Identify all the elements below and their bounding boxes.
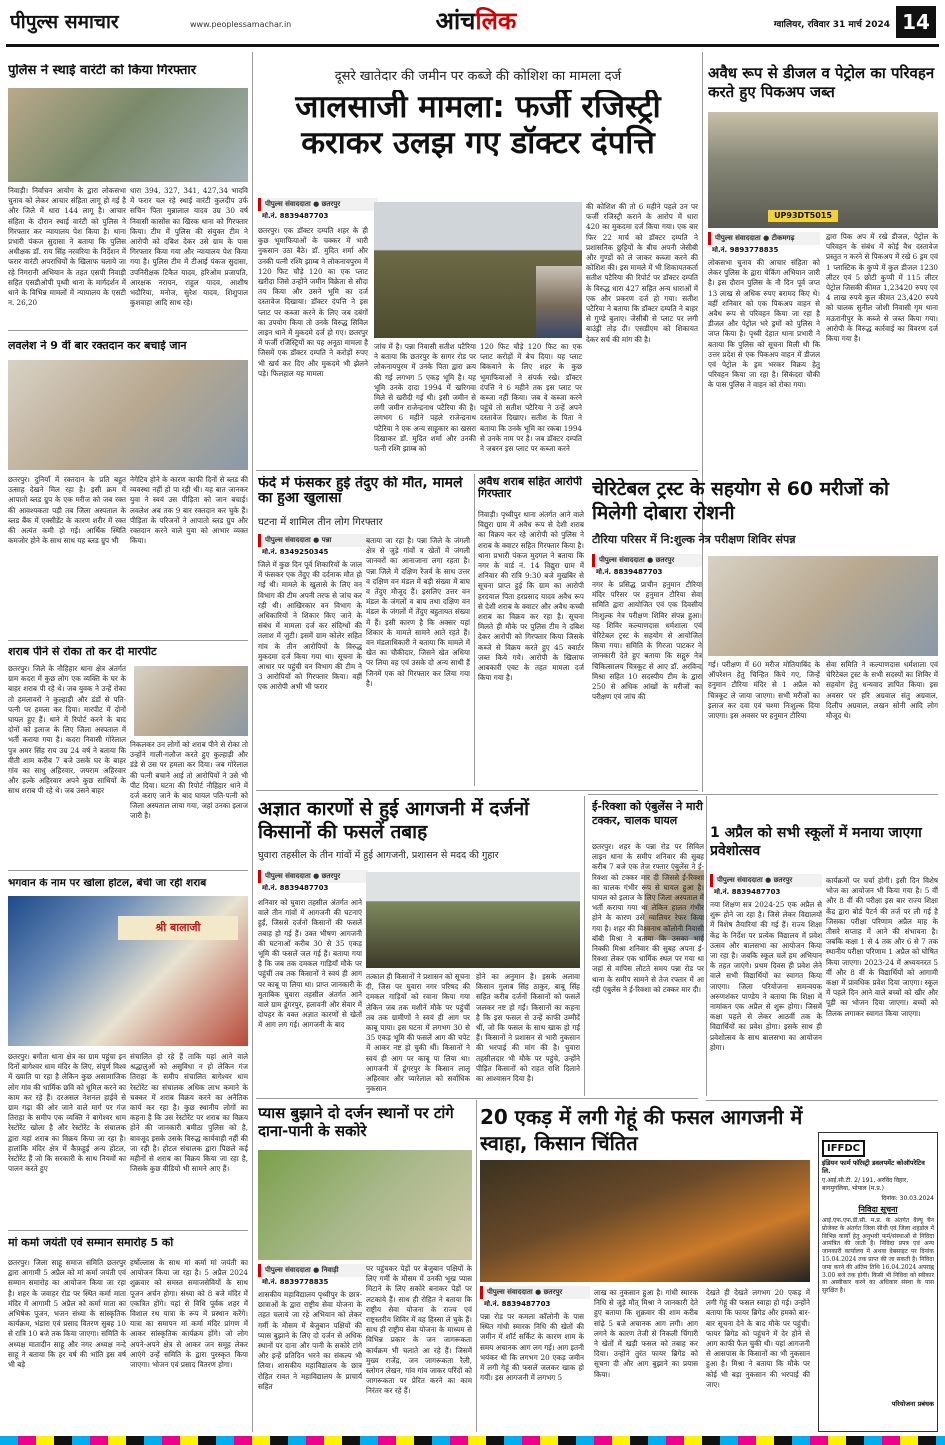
fire1-col2: तत्काल ही किसानों ने प्रशासन को सूचना दी, जिस पर घुवारा नगर परिषद की दमकल गाड़ियों को रवाना किया गया लेकिन जब तक मशीनें मौके पर पहुंचीं तब तक ग्रामीणों ने स्वयं ही आग पर काबू पाया। इस घटना में लगभग 30 से 35 एकड़ भूमि की फसलें आग की चपेट में आकर नष्ट हो चुकी थीं। किसानों ने स्वयं ही आग पर काबू पा लिया था। आगजनी में डूंगरपुर के किसान लालू अहिरवार और प्यारेलाल को सर्वाधिक नुकसान	[366, 972, 470, 1094]
left-s1-col2: धारा 394, 327, 341, 427,34 भादवि में फरार चल रहे स्थाई वारंटी कुलदीप उर्फ सचिन पिता मुन्नालाल यादव उम्र 30 वर्ष निवासी कासोंस का खिरक थाना को गिरफ्तार किया। टीम में पुलिस की संयुक्त टीम ने आरोपी को दबिश देकर उसे ग्राम के पास गिरफ्तार किया गया और न्यायालय पेश किया गया है। पुलिस टीम में टीआई पंकज सुदासा, उपनिरीक्षक टिकैत यादव, हरिओम प्रजापति, आरक्षक नरायन, राहुल यादव, आशीष भदौरिया, मनोज, सुरेश यादव, शिशुपाल कुशवाहा आदि साथ रहे।	[130, 186, 248, 308]
ad-org: इंडियन फार्म फॉरेस्ट्री डवलपमेंट कोऑपरेटिव लि.	[822, 1159, 925, 1175]
main-col2: जांच में है। पन्ना निवासी सतीश पटैरिया ने बताया कि छतरपुर के सागर रोड पर लोकनायपुरम में उनके पिता द्वारा क्रय की गई लगभग 5 एकड़ भूमि है। यह भूमि उनके दादा 1994 में खरिगवा मिले से खरीदी गई थी। इसी जमीन से लगी जमीन राजेन्द्रनाथ पटैरिया की है। लगभग 6 महीने पहले राजेन्द्रनाथ पटैरिया ने एक अन्य साहूकार का खसरा दिखाकर डॉ. मुदित शर्मा और उनकी पत्नी रश्मि झाम्ब को	[374, 342, 476, 454]
liquor-headline: अवैध शराब सहित आरोपी गिरफ्तार	[478, 476, 582, 500]
ad-address: ए.आई.सी.टी. 2/ 191, अरविंद विहार, बागमुगलिया, भोपाल (म.प्र.)	[822, 1177, 909, 1192]
tendu-deck: घटना में शामिल तीन लोग गिरफ्तार	[258, 517, 383, 528]
tendu-col2: बताया जा रहा है। पन्ना जिले के जंगली क्षेत्र से जुड़े गांवों व खेतों में जंगली जानवरों का आनाजाना लगा रहता है। पन्ना जिले में दक्षिण रेंजर्व के साथ उत्तर व दक्षिण वन मंडल में बड़ी संख्या में बाघ व तेंदुए मौजूद हैं। इसलिए उत्तर वन मंडल के जंगलों व बाघ तथा दक्षिण वन मंडल के जंगलों में तेंदुए बहुतायत संख्या में हैं। इसी कारण है कि अक्सर यहां शिकार के मामले सामने आते रहते हैं। वन मंडलाधिकारी ने बताया कि मामले में खेत का चौकीदार, जिसने खेत अधिया पर लिया वह एवं उसके दो अन्य साथी हैं जिनमें एक को गिरफ्तार कर लिया गया है।	[366, 536, 470, 688]
left-s4-col2: संचालित हो रहे हैं ताकि यहां आने वाले श्रद्धालुओं को असुविधा न हो लेकिन गंज तिराहा के समीप संचालित बागेश्वर धाम रेस्टोरेंट का संचालक अधिक लाभ कमाने के चक्कर में शराब विक्रय करने का अनैतिक कार्य कर रहा है। कुछ स्थानीय लोगों का कहना है कि उस रेस्टोरेंट पर शराब का विक्रय होने की जानकारी बमीठा पुलिस को है, बावजूद इसके उसके विरुद्ध कार्यवाही नहीं की जा रही है। होटल संचालक द्वारा पिछले कई महीनों से शराब का विक्रय किया जा रहा है, जिसके कुछ वीडियो भी सामने आए हैं।	[130, 1052, 248, 1174]
ad-notice-body: आई.एफ.एफ.डी.सी. म.प्र. के अंतर्गत वैल्यू चैन प्रोजेक्ट के अंतर्गत जिला सीधी एवं जिला शहडोल में विभिन्न कार्यों हेतु अनुभवी फर्म/संस्थाओं से निविदा आमंत्रित की जाती है। निविदा प्रपत्र एवं अन्य जानकारी कार्यालय में अथवा वेबसाइट पर दिनांक 15.04.2024 तक प्राप्त की जा सकती है। निविदा जमा करने की अंतिम तिथि 16.04.2024 अपराह्न 3.00 बजे तक होगी। किसी भी निविदा को स्वीकार या अस्वीकार करने का अधिकार संस्था के पास सुरक्षित है।	[822, 1217, 934, 1295]
diesel-headline: अवैध रूप से डीजल व पेट्रोल का परिवहन करते हुए पिकअप जब्त	[708, 64, 935, 101]
left-s3-headline: शराब पीने से रोका तो कर दी मारपीट	[8, 646, 157, 658]
diesel-photo	[708, 112, 938, 228]
school-mobile: मो.नं. 8839487703	[714, 888, 781, 896]
hotel-sign: श्री बालाजी	[118, 916, 238, 940]
wheat-headline: 20 एकड़ में लगी गेहूं की फसल आगजनी में स्वाहा, किसान चिंतित	[480, 1105, 803, 1155]
wheat-mobile: मो.नं. 8839487703	[484, 1300, 551, 1308]
left-s3-col1: छतरपुर। जिले के नौहिहार थाना क्षेत्र अंतर्गत ग्राम कदरा में कुछ लोग एक व्यक्ति के घर के बाहर शराब पी रहे थे। जब युवक ने उन्हें रोका तो हमलावरों ने कुल्हाड़ी और डंडों से पति-पत्नी पर हमला कर दिया। मारपीट में दोनों घायल हुए हैं। थाने में रिपोर्ट करने के बाद दोनों को इलाज के लिए जिला अस्पताल में भर्ती कराया गया है। कदरा निवासी गोरेलाल पुत्र अमर सिंह राय उम्र 24 वर्ष ने बताया कि वीती शाम करीब 7 बजे उसके घर के बाहर गांव का साधु अहिरवार, जयराम अहिरवार और हल्के अहिरवार अपने कुछ साथियों के साथ शराब पी रहे थे। जब उसने बाहर	[8, 664, 126, 796]
school-col1: नया शिक्षण सत्र 2024-25 एक अप्रैल से शुरू होने जा रहा है। जिसे लेकर विद्यालयों में विशेष तैयारियां की गई हैं। राज्य शिक्षा केंद्र के निर्देश पर प्रत्येक विद्यालय में प्रवेश उत्सव और बालसभा का आयोजन किया जा रहा है। जबकि स्कूल चलें हम अभियान के तहत जाएंगे। प्रथम दिवस ही प्रवेश लेने वाले सभी विद्यार्थियों का स्वागत किया जाएगा। जिला परियोजना समन्वयक अरुणशंकर पाण्डेय ने बताया कि शिक्षा में नामांकन एक अप्रैल से शुरू होगा। जिसमें कक्षा पहले से लेकर आठवीं तक के विद्यार्थियों का प्रवेश होगा। इसके साथ ही प्रवेशोत्सव के साथ बालसभा का आयोजन होगा।	[710, 900, 822, 1052]
eye-headline: चेरिटेबल ट्रस्ट के सहयोग से 60 मरीजों को मिलेगी दोबारा रोशनी	[592, 478, 889, 524]
diesel-mobile: मो.नं. 9893778835	[712, 246, 779, 254]
main-col1: छतरपुर। एक डॉक्टर दम्पति शहर के ही कुछ भूमाफियाओं के चक्कर में भारी नुकसान उठा बैठे। डॉ. मुदित शर्मा और उनकी पत्नी रश्मि झाम्ब ने लोकनायपुरम में 120 फिट चौड़े 120 का एक प्लाट खरीदा जिसे उन्होंने जमीन विक्रेता से सौदा तय किया और उसने भूमि का दर्ज दस्तावेज दिखाया। डॉक्टर दंपत्ति ने इस प्लाट पर कब्जा करने के लिए जब दबंगों का उपयोग किया तो उनके विरुद्ध सिविल लाइन थाने में मुकदमे दर्ज हो गए। छतरपुर में फर्जी रजिस्ट्रियों का यह अनूठा मामला है जिसमें एक डॉक्टर दम्पति ने करोड़ों रुपए भी खर्च कर दिए और मुकदमे भी झेलने पड़े। फिलहाल यह मामला	[258, 226, 368, 378]
water-byline: पीपुल्स संवाददाता ● निवाड़ी	[258, 1264, 368, 1277]
dateline: ग्वालियर, रविवार 31 मार्च 2024	[773, 20, 890, 30]
column-rule	[476, 1100, 477, 1432]
divider	[8, 640, 248, 641]
left-s1-col1: निवाड़ी। निर्वाचन आयोग के द्वारा लोकसभा चुनाव को लेकर आचार संहिता लागू हो गई है और जिले में धारा 144 लागू है। आचार संहिता के दौरान स्थाई वारंटी को पुलिस ने गिरफ्तार कर न्यायालय पेश किया है। थाना प्रभारी पंकज सुदासा ने बताया कि पुलिस अधीक्षक डॉ. राय सिंह नरवरिया के निर्देशन में फरार वारंटी अपराधियों के खिलाफ चलाये जा रहे निगरानी अभियान के तहत एसपी निवाड़ी सहित एसडीओपी पृथ्वी थाना के मार्गदर्शन में थाने के विभिन्न मामलों में न्यायालय के एसटी न. 26,20	[8, 186, 126, 308]
divider	[706, 1100, 938, 1101]
section-name-post: लिक	[475, 7, 517, 35]
ad-logo: IFFDC	[822, 1140, 865, 1157]
site-url: www.peoplessamachar.in	[190, 20, 292, 29]
school-headline: 1 अप्रैल को सभी स्कूलों में मनाया जाएगा प्रवेशोत्सव	[710, 825, 922, 860]
divider	[8, 330, 248, 331]
divider	[8, 870, 248, 871]
masthead-rule	[6, 44, 939, 47]
main-col3: 120 फिट चौड़े 120 फिट का एक प्लाट करोड़ों में बेच दिया। यह प्लाट बिकवाने के लिए शहर के कुछ भूमाफियाओं ने संपर्क रखे। डॉक्टर दंपत्ति ने 6 महीने तक इस प्लाट पर कब्जा नहीं किया। जब वे कब्जा करने पहुंचे तो सतीश पटैरिया ने उन्हें अपने दस्तावेज दिखाए। सतीश के पिता ने बताया कि उनके भूमि का रकबा 1994 से उनके नाम पर है। जब डॉक्टर दम्पति ने जबरन इस प्लाट पर कब्जा करने	[480, 342, 582, 454]
main-photo-portrait	[536, 266, 582, 338]
wheat-col2: लाख का नुकसान हुआ है। गांधी स्मारक निधि से जुड़े मौत् मिश्रा ने जानकारी देते हुए बताया कि शुक्रवार की शाम करीब सांढ़े 5 बजे अचानक आग लगी। आग लगने के कारण तेजी से निकली चिंगारी ने खेतों में खड़ी फसल को तबाह कर दिया। उन्होंने तुरंत फायर ब्रिगेड को सूचना दी और आग बुझाने का प्रयास किया।	[594, 1288, 698, 1379]
left-s2-photo	[8, 360, 248, 470]
erick-col1: छतरपुर। शहर के पन्ना रोड पर सिविल लाइन थाना के समीप शनिवार की सुबह करीब 7 बजे एक तेज रफ्तार एंबुलेंस ने ई-रिक्शा को टक्कर मार दी जिससे ई-रिक्शा का चालक गंभीर रूप से घायल हुआ है। घायल को इलाज के लिए जिला अस्पताल में भर्ती कराया गया था लेकिन हालत गंभीर होने के कारण उसे ग्वालियर रेफर किया गया है। शहर की विश्वनाथ कॉलोनी निवासी बॉबी मिश्रा ने बताया कि उसका भाई निक्की मिश्रा शनिवार की सुबह अपना ई-रिक्शा लेकर एक धार्मिक स्थल पर गया था जहां से वापिस लौटते समय पन्ना रोड पर थाना के समीप सामने से तेज रफ्तार में आ रही एंबुलेंस ने ई-रिक्शा को टक्कर मार दी।	[592, 842, 704, 994]
tendu-col1: जिले में कुछ दिन पूर्व शिकारियों के जाल में फंसकर एक तेंदुए की दर्दनाक मौत हो गई थी। मामले के खुलासे के लिए वन विभाग की टीम अपनी तरफ से जांच कर रही थी। आखिरकार वन विभाग के अधिकारियों ने शिकार किए जाने के संबंध में मामला दर्ज कर संदिग्धों की तलाश में जुटी। इसमें ग्राम कोलेर सहित गांव के तीन आरोपियों के विरुद्ध मुकदमा दर्ज किया गया था। सूचना के आधार पर पहुंची वन विभाग की टीम ने 3 आरोपियों को गिरफ्तार किया। वहीं एक आरोपी अभी भी फरार	[258, 560, 362, 692]
ad-notice-title: निविदा सूचना	[858, 1205, 898, 1214]
left-s2-col1: छतरपुर। दुनियाँ में रक्तदान के प्रति बहुत उत्साह देखने मिल रहा है। इसी क्रम में आपातो ब्लड ग्रुप के एक मरीज को जब रक्त की आवश्यकता पड़ी तब जिला अस्पताल के ब्लड बैंक में एक्सीडेंट के कारण शरीर में रक्त की अत्यंत कमी हो गई। आर्थिक स्थिति कमजोर होने के साथ साथ यह ब्लड ग्रुप भी	[8, 475, 126, 546]
water-col2: पर पहुंचकर पेड़ों पर बेजुबान पक्षियों के लिए गर्मी के मौसम में उनकी भूख प्यास मिटाने के लिए सकोरे बनाकर पेड़ों पर लटकाये हैं। साथ ही रोहित ने बताया कि राष्ट्रीय सेवा योजना के राज्य एवं राष्ट्रस्तरीय शिविर में वह हिस्सा ले चुके हैं। साथ ही राष्ट्रीय सेवा योजना के माध्यम से विभिन्न प्रकार के जन जागरूकता कार्यक्रम भी चलाते आ रहे हैं। जिसमें मुख्य राजेंद्र, जन जागरूकता रैली, स्लोगन लेखन, गांव गांव जाकर परिंदों को जागरूकता पर प्रेरित करने का काम निरंतर कर रहे हैं।	[366, 1264, 472, 1396]
fire1-deck: घुवारा तहसील के तीन गांवों में हुई आगजनी, प्रशासन से मदद की गुहार	[258, 850, 499, 861]
school-byline: पीपुल्स संवाददाता ● छतरपुर	[710, 874, 822, 887]
eye-photo	[708, 556, 938, 656]
main-byline: पीपुल्स संवाददाता ● छतरपुर	[258, 198, 378, 211]
tendu-byline: पीपुल्स संवाददाता ● पन्ना	[258, 534, 370, 547]
section-name-pre: आंच	[435, 7, 476, 35]
fire1-photo	[366, 872, 580, 968]
eye-mobile: मो.नं. 8839487703	[596, 568, 663, 576]
number-plate: UP93DT5015	[768, 210, 838, 222]
eye-deck: टौरिया परिसर में नि:शुल्क नेत्र परीक्षण शिविर संपन्न	[592, 533, 796, 546]
liquor-col1: निवाड़ी। पृथ्वीपुर थाना अंतर्गत आने वाले विद्युरा ग्राम में अवैध रूप से देशी शराब का विक्रय कर रहे आरोपी को पुलिस ने शराब के क्वाटर सहित गिरफ्तार किया है। थाना प्रभारी पंकज मुदगल ने बताया कि नगर के वार्ड नं. 14 विद्युरा ग्राम में शनिवार की रात्रि 9:30 बजे मुखबिर से सूचना प्राप्त हुई कि ग्राम का आरोपी हरदयाल पिता हरप्रसाद यादव अवैध रूप से देशी शराब के क्वाटर और अवैध कच्ची शराब का विक्रय कर रहा है। सूचना मिलते ही मौके पर पुलिस टीम ने दबिश देकर आरोपी को गिरफ्तार किया जिसके कब्जे से विक्रय करते हुए 45 क्वार्टर जब्त किये गये। आरोपी के खिलाफ आबकारी एक्ट के तहत मामला दर्ज किया गया है।	[478, 510, 584, 683]
divider	[256, 1098, 698, 1099]
diesel-col2: द्वारा पिक अप में रखे डीजल, पेट्रोल के परिवहन के संबंध में कोई वैध दस्तावेज प्रस्तुत न करने से पिकअप में रखे 6 ड्रम एवं 1 प्लास्टिक के कुप्पे में कुल डीजल 1230 लीटर एवं 5 छोटी कुप्पी में 115 लीटर पेट्रोल जिसकी कीमत 1,23420 रुपए एवं 4 लाख रुपये कुल कीमत 23,420 रुपये को चालक सुनील जोशी निवासी गृम थाना मऊरानीपुर के कब्जे से जब्त किया गया। आरोपी के विरुद्ध कार्रवाई का विवरण दर्ज किया गया है।	[826, 232, 938, 344]
column-rule	[252, 52, 253, 1432]
brand-logo	[10, 8, 180, 34]
fire1-col3: होने का अनुमान है। इसके अलावा किसान गुलाब सिंह ठाकुर, बाबू सिंह सहित करीब दर्जनों किसानों को फसलें जलकर नष्ट हो गईं। किसानों का कहना है कि इस फसल से उन्हें काफी उम्मीदें थीं, जो कि फसल के साथ खाक हो गई हैं। किसानों ने प्रशासन से भारी नुकसान की भरपाई की मांग की है। घुवारा तहसीलदार भी मौके पर पहुंचे, उन्होंने पीड़ित किसानों को राहत राशि दिलाने का आश्वासन दिया है।	[476, 972, 580, 1084]
eye-col3: सेवा समिति ने कल्याणदास धर्मशाला एवं चेरिटेबल ट्रस्ट के सभी सदस्यों का शिविर में सहयोग हेतु धन्यवाद ज्ञापित किया। इस अवसर पर हरि अग्रवाल संतु अग्रवाल, दिलीप अग्रवाल, लखन सोनी आदि लोग मौजूद थे।	[826, 660, 938, 721]
column-rule	[706, 796, 707, 1096]
main-kicker: दूसरे खातेदार की जमीन पर कब्जे की कोशिश का मामला दर्ज	[334, 69, 622, 84]
ad-date: दिनांक: 30.03.2024	[881, 1195, 934, 1202]
diesel-byline: पीपुल्स संवाददाता ● टीकमगढ़	[708, 232, 820, 245]
left-s5-col1: छतरपुर। जिला साहू समाज समिति छतरपुर द्वारा आगामी 5 अप्रैल को मां कर्मा जयंती एवं सम्मान समारोह का आयोजन किया जा रहा है। शहर के जवाहर रोड पर स्थित कर्मा माता मंदिर में आगामी 5 अप्रैल को कर्मा माता का अभिषेक पूजन, भजन संध्या के सांस्कृतिक कार्यक्रम, भंडारा एवं प्रसाद वितरण सुबह 10 से रात्रि 10 बजे तक किया जाएगा। समिति के अध्यक्ष मातादीन साहू और नगर अध्यक्ष नन्दे साहू ने बताया कि हर वर्ष की भांति इस वर्ष भी बड़े	[8, 1258, 126, 1370]
left-s1-photo	[8, 88, 248, 182]
eye-col1: नगर के प्रसिद्ध प्राचीन हनुमान टौरिया मंदिर परिसर पर हनुमान टौरिया सेवा समिति द्वारा आयोजित एवं एक दिवसीय निःशुल्क नेत्र परीक्षण शिविर संपन्न हुआ। यह शिविर कल्याणदास धर्मशाला एवं चेरिटेबल ट्रस्ट के सहयोग से आयोजित किया गया। समिति के गिरजा पाटकर ने जानकारी देते हुए बताया कि सद्गुरु नेत्र चिकित्सालय चित्रकूट से आए डॉ. अरविन्द मिश्रा सहित 10 सदस्यीय टीम के द्वारा 250 से अधिक आंखों के मरीजों का परीक्षण एवं जांच की	[592, 580, 702, 702]
left-s3-photo	[134, 666, 248, 736]
tender-ad	[818, 1132, 938, 1432]
eye-byline: पीपुल्स संवाददाता ● छतरपुर	[592, 554, 702, 567]
left-s2-headline: लवलेश ने 9 वीं बार रक्तदान कर बचाई जान	[8, 340, 187, 352]
eye-col2: गई। परीक्षण में 60 मरीज मोतियाबिंद के ऑपरेशन हेतु चिन्हित किये गए, जिन्हें हनुमान टौरिया मंदिर से 1 अप्रैल को चित्रकूट ले जाया जाएगा। सभी मरीजों का इलाज कर दवा एवं चश्मा निःशुल्क दिया जाएगा। इस अवसर पर हनुमान टौरिया	[708, 660, 820, 721]
column-rule	[474, 474, 475, 786]
erick-headline: ई-रिक्शा को एंबुलेंस ने मारी टक्कर, चालक घायल	[592, 800, 703, 827]
tendu-headline: फंदे में फंसकर हुई तेंदुए की मौत, मामले का हुआ खुलासा	[258, 476, 463, 507]
left-s5-col2: हर्षोल्लास के साथ मां कर्मा मां जयंती का आयोजन किया जा रहा है। 5 अप्रैल 2024 शुक्रवार को समस्त समाजसेवियों के साथ पूजन अर्चन होगा। संध्या को 8 बजे मंदिर में एकत्रित होंगे। यहां से विधि पूर्वक शहर में विशाल रथ यात्रा के रूप में प्रस्थान करेंगे। यात्रा का समापन मां कर्मा मंदिर प्रांगण में आकर सांस्कृतिक कार्यक्रम होंगे। जो लोग अपने-अपने क्षेत्र से आकर जन समूह लेकर आएंगे उन्हें समिति के द्वारा पुरस्कृत किया जाएगा। भोजन एवं प्रसाद वितरण होगा।	[130, 1258, 248, 1370]
masthead	[0, 0, 945, 44]
ad-sign: परियोजना प्रबंधक	[891, 1400, 934, 1408]
wheat-col3: देखते ही देखते लगभग 20 एकड़ में लगी गेहूं की फसल स्वाहा हो गई। उन्होंने बताया कि फायर ब्रिगेड और हमको बार-बार सूचना देने के बाद मौके पर पहुंची। फायर ब्रिगेड को पहुंचने में देर होने से आग काफी फैल चुकी थी। यहां आगजनी से आसपास के किसानों का भी नुकसान हुआ है। मिश्रा ने बताया कि मौके पर कोई भी बड़ा नुकसान की भरपाई की जाए।	[706, 1288, 810, 1389]
wheat-byline: पीपुल्स संवाददाता ● छतरपुर	[480, 1286, 590, 1299]
main-mobile: मो.नं. 8839487703	[262, 212, 329, 220]
section-logo	[396, 4, 556, 38]
wheat-photo	[480, 1160, 810, 1282]
diesel-col1: लोकसभा चुनाव की आचार संहिता को लेकर पुलिस के द्वारा चेकिंग अभियान जारी है। इस दौरान पुलिस के नौ दिन पूर्व जप्त 13 लाख से अधिक रुपए बरामद किए थे। वहीं शनिवार को एक पिकअप वाहन से अवैध रूप से परिवहन किया जा रहा है डीजल और पेट्रोल भरे ड्रमों को पुलिस ने जप्त किया है। पृथ्वी देहात थाना प्रभारी ने बताया कि पुलिस को सूचना मिली थी कि उत्तर प्रदेश से एक पिकअप वाहन में डीजल एवं पेट्रोल के ड्रम भरकर विक्रय हेतु परिवहन किया जा रहा है। सिकंदरा चौकी के पास पुलिस ने वाहन को रोका गया।	[708, 258, 820, 390]
page-number: 14	[896, 6, 936, 38]
left-s3-col2: निकलकर उन लोगों को शराब पीने से रोका तो उन्होंने गाली-गलौज करते हुए कुल्हाड़ी और डंडे से उस पर हमला कर दिया। जब गोरेलाल की पत्नी बचाने आई तो आरोपियों ने उसे भी पीट दिया। घटना की रिपोर्ट नौहिहार थाने में दर्ज कराए जाने के बाद घायल पति-पत्नी को जिला अस्पताल लाया गया, जहां उनका इलाज जारी है।	[130, 740, 248, 821]
column-rule	[702, 52, 703, 792]
left-s5-headline: मां कर्मा जयंती एवं सम्मान समारोह 5 को	[8, 1237, 174, 1249]
left-s4-photo	[8, 896, 248, 1046]
column-rule	[584, 796, 585, 1096]
divider	[256, 790, 698, 791]
fire1-col1: शनिवार को घुवारा तहसील अंतर्गत आने वाले तीन गांवों में आगजनी की घटनाएं हुईं, जिससे दर्जनों किसानों की फसलें तबाह हो गई हैं। उक्त भीषण आगजनी की घटनाओं करीब 30 से 35 एकड़ भूमि की फसलें जल गई हैं। बताया गया है कि जब तक दमकल गाड़ियाँ मौके पर पहुंचीं तब तक किसानों ने स्वयं ही आग पर काबू पा लिया था। प्राप्त जानकारी के मुताबिक घुवारा तहसील अंतर्गत आने वाले ग्राम डूंगरपुर, हलावनी और सेवार में दोपहर के वक्त अज्ञात कारणों से खेतों में आग लग गई। आगजनी के बाद	[258, 898, 362, 1030]
wheat-col1: पन्ना रोड पर कमला कॉलोनी के पास स्थित गांधी स्मारक निधि की खेतों की जमीन में शॉर्ट सर्किट के कारण शाम के समय अचानक आग लग गई। आग इतनी भयंकर थी कि लगभग 20 एकड़ जमीन में लगी गेहूं की फसलें जलकर खाक हो गयीं। इस आगजनी में लगभग 5	[480, 1312, 584, 1383]
left-s4-headline: भगवान के नाम पर खोला होटल, बेची जा रही शराब	[8, 878, 207, 889]
fire1-headline: अज्ञात कारणों से हुई आगजनी में दर्जनों किसानों की फसलें तबाह	[258, 798, 530, 843]
water-mobile: मो.नं. 8839778835	[262, 1278, 329, 1286]
fire1-mobile: मो.नं. 8839487703	[262, 884, 329, 892]
main-headline: जालसाजी मामला: फर्जी रजिस्ट्री कराकर उलझ गए डॉक्टर दंपत्ति	[295, 90, 661, 161]
school-col2: कार्यक्रमों पर चर्चा होगी। इसी दिन विशेष भोज का आयोजन भी किया गया है। 5 वीं और 8 वीं की परीक्षा इस बार राज्य शिक्षा केंद्र द्वारा बोर्ड पैटर्न की तर्ज पर ली गई है जिसका परीक्षा परिणाम अप्रैल माह के तीसरे सप्ताह में आने की संभावना है। जबकि कक्षा 1 से 4 तक और 6 से 7 तक स्थानीय परीक्षा परिणाम 1 अप्रैल को घोषित किया जाएगा। 2023-24 में अध्ययनरत 5 वीं और 8 वीं के विद्यार्थियों को आगामी कक्षा में प्रावधिक प्रवेश दिया जाएगा। स्कूल में पहले दिन आने वाले बच्चों को खीर और पूड़ी का भोजन दिया जाएगा। बच्चों को तिलक लगाकर स्वागत किया जाएगा।	[826, 876, 938, 1018]
left-s4-col1: छतरपुर। बगौता थाना क्षेत्र का ग्राम पहुंचा इन दिनों बागेश्वर धाम मंदिर के लिए, संपूर्ण विश्व में ख्याति पा रहा है लेकिन कुछ असामाजिक लोग गांव की धार्मिक छवि को धूमिल करने का काम कर रहे हैं। दरअसल नेशनल हाईवे से ग्राम गढ़ा की ओर जाने वाले मार्ग पर गंज तिराहा के समीप एक व्यक्ति ने बागेश्वर धाम रेस्टोरेंट खोला है और रेस्टोरेंट के संचालक द्वारा यहां शराब का विक्रय किया जा रहा है। हालांकि मंदिर क्षेत्र में कैफ़हुई अन्य होटल, रेस्टोरेंट हैं जो कि सरकारी के साथ नियमों का पालन करते हुए	[8, 1052, 126, 1174]
divider	[256, 470, 698, 471]
water-headline: प्यास बुझाने दो दर्जन स्थानों पर टांगे दाना-पानी के सकोरे	[258, 1104, 454, 1140]
brand-name: पीपुल्स समाचार	[10, 11, 119, 33]
tendu-mobile: मो.नं. 8349250345	[262, 548, 329, 556]
registration-strip	[0, 1436, 945, 1445]
left-s1-headline: पुलिस ने स्थाई वारंटी को किया गिरफ्तार	[8, 64, 197, 78]
water-col1: शासकीय महाविद्यालय पृथ्वीपुर के छात्र-छात्राओं के द्वारा राष्ट्रीय सेवा योजना के तहत चलाये जा रहे अभियान को लेकर गर्मी के मौसम में बेजुबान पक्षियों की प्यास बुझाने के लिए दो दर्जन से अधिक स्थानों पर दाना और पानी के सकोरे टांगे और इन्हें प्रतिदिन भरने का संकल्प भी लिया। शासकीय महाविद्यालय के छात्र रोहित रावत ने महाविद्यालय के प्राचार्य सहित	[258, 1290, 362, 1391]
divider	[8, 1230, 248, 1231]
left-s2-col2: नेगेटिव होने के कारण काफी दिनों से ब्लड की व्यवस्था नहीं हो पा रही थी। यह बात जानकर युवा ने स्वयं उस पीड़िता को जान बचाई। लवलेश अब तक 9 बार रक्तदान कर चुके हैं। पीड़िता के परिजनों ने आपातो ब्लड ग्रुप और रक्तदान करने वाले युवा को आभार व्यक्त किया।	[130, 475, 248, 546]
water-photo	[258, 1150, 472, 1260]
divider	[588, 794, 938, 795]
main-col4: की कोशिश की तो 6 महीने पहले उन पर फर्जी रजिस्ट्री कराने के आरोप में धारा 420 का मुकदमा दर्ज किया गया। एक बार फिर 22 मार्च को डॉक्टर दम्पति ने प्रशासनिक छुट्टियों के बीच अपनी जेसीबी और गुण्डों को ले जाकर कब्जा करने की कोशिश की। इस मामले में भी शिकायतकर्ता सतीश पटैरिया की रिपोर्ट पर डॉक्टर दम्पति के विरुद्ध धारा 427 सहित अन्य धाराओं में एक और प्रकरण दर्ज हो गया। सतीश पटैरिया ने बताया कि डॉक्टर दम्पति ने बाहर से गुण्डे बुलाए। जेसीबी से प्लाट पर लगी बाउंड्री तोड़ दी। एसडीएम को शिकायत देकर सर्च की मांग की है।	[586, 202, 698, 344]
fire1-byline: पीपुल्स संवाददाता ● छतरपुर	[258, 870, 368, 883]
